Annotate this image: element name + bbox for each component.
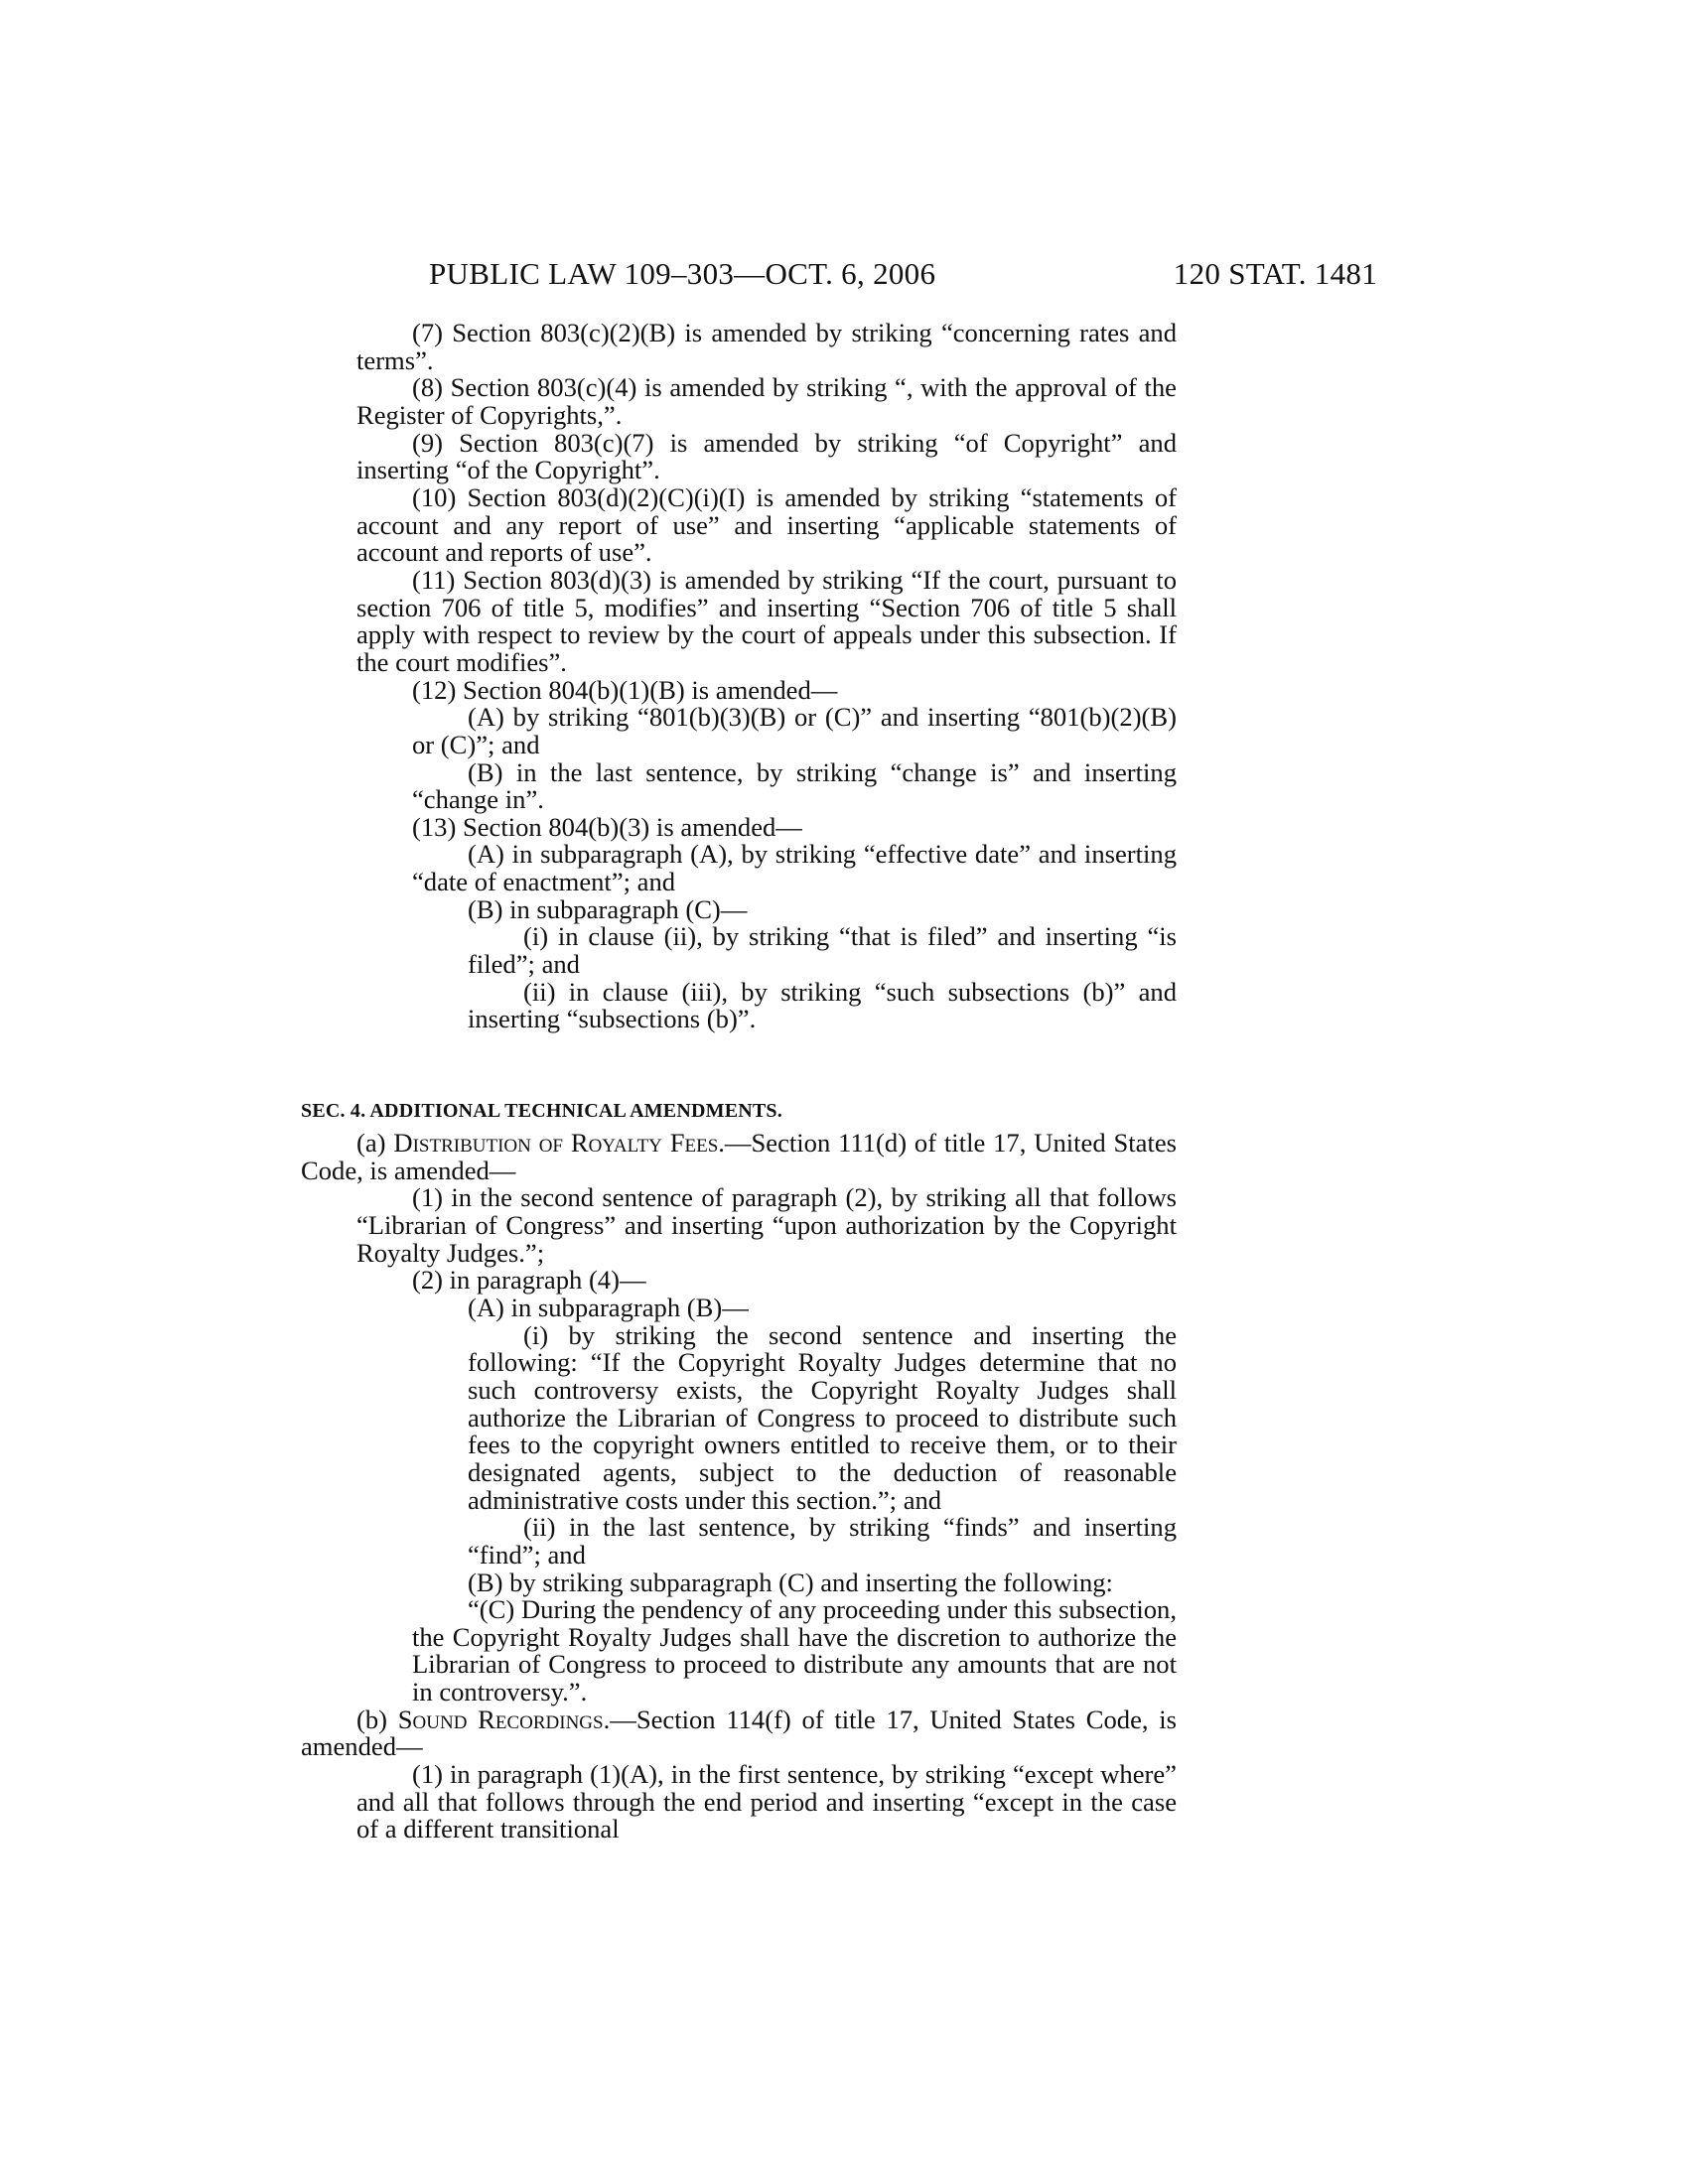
paragraph: (ii) in clause (iii), by striking “such subsections (b)” and inserting “subsections (b)”. [468,976,1177,1034]
subsection-b-items [301,1761,1177,1843]
subsection-b: (b) Sound Recordings.—Section 114(f) of title 17, United States Code, is amended— [301,1704,1177,1762]
subsection-b-heading: Sound Recordings [397,1704,604,1734]
paragraph: (12) Section 804(b)(1)(B) is amended— [412,674,838,705]
subsection-a: (a) Distribution of Royalty Fees.—Section 111(d) of title 17, United States Code, is amended— [301,1128,1177,1185]
paragraph: (10) Section 803(d)(2)(C)(i)(I) is amended by striking “statements of account and any report of use” and inserting “applicable statements of account and reports of use”. [356,481,1177,568]
paragraph: (13) Section 804(b)(3) is amended— [412,811,802,842]
paragraph: (11) Section 803(d)(3) is amended by striking “If the court, pursuant to section 706 of title 5, modifies” and inserting “Section 706 of title 5 shall apply with respect to review by the court of appeals under this subsection. If the court modifies”. [356,564,1177,677]
paragraph: (B) in subparagraph (C)— [468,893,748,924]
paragraph: “(C) During the pendency of any proceeding under this subsection, the Copyright Royalty Judges shall have the discretion to authorize the Librarian of Congress to proceed to distribute any amounts that are not in controversy.”. [412,1594,1177,1707]
paragraph: (A) by striking “801(b)(3)(B) or (C)” and inserting “801(b)(2)(B) or (C)”; and [412,702,1177,759]
stat-page-number: 120 STAT. 1481 [1173,256,1377,291]
section-heading: SEC. 4. ADDITIONAL TECHNICAL AMENDMENTS. [301,1100,782,1122]
paragraph: (B) by striking subparagraph (C) and inserting the following: [468,1567,1113,1597]
running-head [429,256,1377,296]
subsection-a-items [301,1184,1177,1706]
subsection-a-heading: Distribution of Royalty Fees [393,1128,719,1158]
paragraph: (1) in the second sentence of paragraph (2), by striking all that follows “Librarian of Congress” and inserting “upon authorization by the Copyright Royalty Judges.”; [356,1182,1177,1268]
paragraph: (2) in paragraph (4)— [412,1265,646,1296]
body-text-part1 [301,320,1177,1033]
body-text-part2 [301,1130,1177,1843]
paragraph: (8) Section 803(c)(4) is amended by striking “, with the approval of the Register of Copyrights,”. [356,372,1177,430]
paragraph: (7) Section 803(c)(2)(B) is amended by striking “concerning rates and terms”. [356,318,1177,375]
law-title: PUBLIC LAW 109–303—OCT. 6, 2006 [429,256,936,291]
paragraph: (A) in subparagraph (B)— [468,1292,749,1322]
paragraph: (ii) in the last sentence, by striking “finds” and inserting “find”; and [468,1512,1177,1570]
paragraph: (i) by striking the second sentence and inserting the following: “If the Copyright Royalty Judges determine that no such controversy exists, the Copyright Royalty Judges shall authorize the Librarian of Congress to proceed to distribute such fees to the copyright owners entitled to receive them, or to their designated agents, subject to the deduction of reasonable administrative costs under this section.”; and [468,1319,1177,1515]
paragraph: (9) Section 803(c)(7) is amended by striking “of Copyright” and inserting “of the Copyright”. [356,427,1177,485]
paragraph: (1) in paragraph (1)(A), in the first sentence, by striking “except where” and all that follows through the end period and inserting “except in the case of a different transitional [356,1759,1177,1844]
paragraph: (i) in clause (ii), by striking “that is filed” and inserting “is filed”; and [468,921,1177,980]
paragraph: (B) in the last sentence, by striking “change is” and inserting “change in”. [412,756,1177,815]
paragraph: (A) in subparagraph (A), by striking “effective date” and inserting “date of enactment”; and [412,839,1177,897]
